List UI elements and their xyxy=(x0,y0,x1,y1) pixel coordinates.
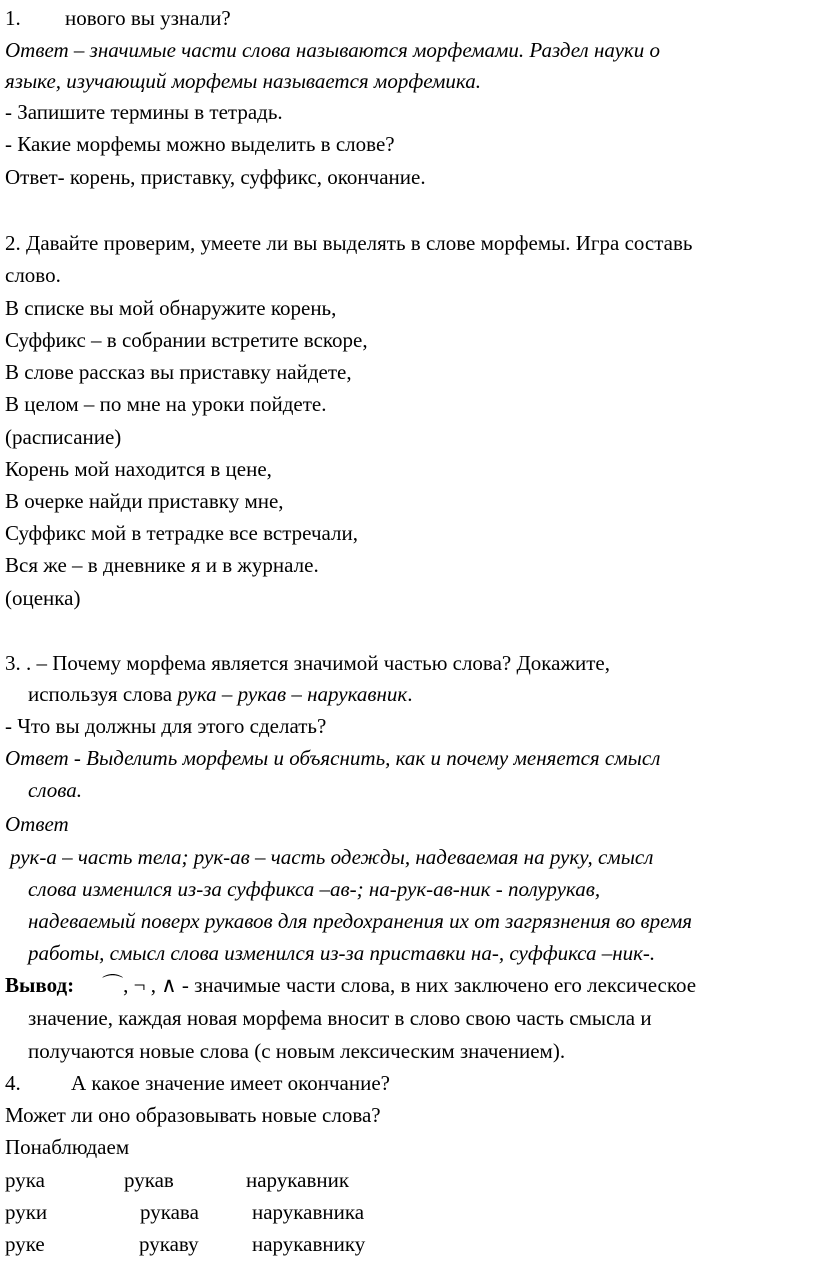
section-3-answer-1-line-2: слова. xyxy=(28,778,82,802)
word-cell: рука xyxy=(5,1168,45,1192)
question-1-cont-text: используя слова xyxy=(28,682,178,706)
riddle-2-line: Вся же – в дневнике я и в журнале. xyxy=(5,553,319,577)
riddle-1-line: Суффикс – в собрании встретите вскоре, xyxy=(5,328,368,352)
section-1-answer-line-2: языке, изучающий морфемы называется морфемика. xyxy=(5,69,481,93)
word-cell: рукава xyxy=(140,1200,199,1224)
section-3-question-1: 3. . – Почему морфема является значимой частью слова? Докажите, xyxy=(5,651,610,675)
section-2-line-2: слово. xyxy=(5,263,61,287)
conclusion-label: Вывод: xyxy=(5,973,75,997)
section-3-answer-2-line: работы, смысл слова изменился из-за приставки на-, суффикса –ник-. xyxy=(28,941,656,965)
riddle-2-line: Корень мой находится в цене, xyxy=(5,457,272,481)
section-1-task-1: - Запишите термины в тетрадь. xyxy=(5,100,283,124)
conclusion-line: получаются новые слова (с новым лексическим значением). xyxy=(28,1039,566,1063)
question-1-end: . xyxy=(407,682,413,706)
word-cell: руке xyxy=(5,1232,45,1256)
riddle-1-line: В списке вы мой обнаружите корень, xyxy=(5,296,337,320)
section-1-number: 1. xyxy=(5,6,21,30)
section-1-task-2: - Какие морфемы можно выделить в слове? xyxy=(5,132,395,156)
section-4-observe: Понаблюдаем xyxy=(5,1135,130,1159)
word-cell: рукаву xyxy=(139,1232,199,1256)
section-4-title: А какое значение имеет окончание? xyxy=(71,1071,390,1095)
section-1-heading xyxy=(5,6,231,30)
section-3-answer-2-line: слова изменился из-за суффикса –ав-; на-рук-ав-ник - полурукав, xyxy=(28,877,601,901)
riddle-1-answer: (расписание) xyxy=(5,425,122,449)
section-3-question-2: - Что вы должны для этого сделать? xyxy=(5,714,327,738)
section-3-answer-1-line-1: Ответ - Выделить морфемы и объяснить, как и почему меняется смысл xyxy=(5,746,661,770)
riddle-1-line: В слове рассказ вы приставку найдете, xyxy=(5,360,352,384)
word-cell: рукав xyxy=(124,1168,174,1192)
section-3-answer-2-label: Ответ xyxy=(5,812,69,836)
section-4-question-2: Может ли оно образовывать новые слова? xyxy=(5,1103,381,1127)
section-3-answer-2-line: надеваемый поверх рукавов для предохранения их от загрязнения во время xyxy=(28,909,693,933)
word-cell: руки xyxy=(5,1200,48,1224)
riddle-1-line: В целом – по мне на уроки пойдете. xyxy=(5,392,327,416)
morpheme-symbols: ⌒, ¬ , ∧ xyxy=(102,973,177,997)
section-1-answer-line-1: Ответ – значимые части слова называются морфемами. Раздел науки о xyxy=(5,38,660,62)
section-1-answer-line-3: Ответ- корень, приставку, суффикс, окончание. xyxy=(5,165,426,189)
section-4-heading xyxy=(5,1071,390,1095)
riddle-2-line: Суффикс мой в тетрадке все встречали, xyxy=(5,521,358,545)
section-1-title: нового вы узнали? xyxy=(65,6,231,30)
word-cell: нарукавник xyxy=(246,1168,350,1192)
section-3-question-1-cont xyxy=(28,682,413,706)
riddle-2-answer: (оценка) xyxy=(5,586,81,610)
question-1-words: рука – рукав – нарукавник xyxy=(177,682,408,706)
section-2-line-1: 2. Давайте проверим, умеете ли вы выделять в слове морфемы. Игра составь xyxy=(5,231,693,255)
word-cell: нарукавника xyxy=(252,1200,365,1224)
conclusion xyxy=(5,973,696,997)
riddle-2-line: В очерке найди приставку мне, xyxy=(5,489,284,513)
conclusion-text: - значимые части слова, в них заключено его лексическое xyxy=(176,973,697,997)
word-cell: нарукавнику xyxy=(252,1232,366,1256)
section-3-answer-2-line: рук-а – часть тела; рук-ав – часть одежды, надеваемая на руку, смысл xyxy=(10,845,654,869)
conclusion-line: значение, каждая новая морфема вносит в слово свою часть смысла и xyxy=(28,1006,652,1030)
section-4-number: 4. xyxy=(5,1071,21,1095)
